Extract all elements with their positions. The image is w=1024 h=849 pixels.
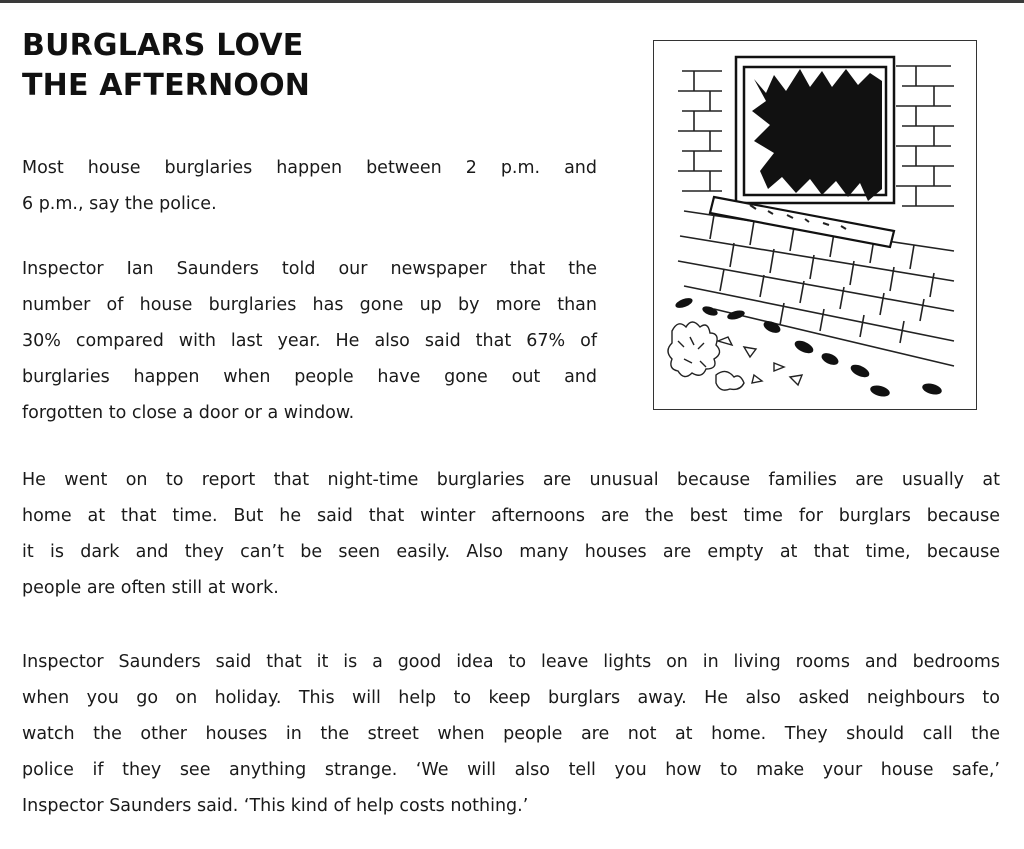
glass-shards: [668, 322, 802, 390]
broken-window-illustration: [653, 40, 977, 410]
paragraph-advice: [22, 644, 1000, 824]
paragraph-line: 6 p.m., say the police.: [22, 194, 217, 214]
paragraph-line: 30% compared with last year. He also said that 67% of: [22, 331, 597, 351]
paragraph-intro: [22, 150, 597, 222]
window-sill: [710, 197, 894, 247]
paragraph-line: burglaries happen when people have gone out and: [22, 367, 597, 387]
paragraph-inspector: [22, 251, 597, 431]
broken-window-icon: [654, 41, 976, 409]
top-rule: [0, 0, 1024, 3]
headline-line-1: BURGLARS LOVE: [22, 28, 304, 63]
headline-line-2: THE AFTERNOON: [22, 68, 311, 103]
paragraph-line: home at that time. But he said that winter afternoons are the best time for burglars because: [22, 506, 1000, 526]
paragraph-line: police if they see anything strange. ‘We will also tell you how to make your house safe,’: [22, 760, 1000, 780]
paragraph-night-time: [22, 462, 1000, 606]
paragraph-line: number of house burglaries has gone up by more than: [22, 295, 597, 315]
paragraph-line: people are often still at work.: [22, 578, 279, 598]
broken-glass: [752, 69, 882, 201]
headline: [22, 26, 542, 106]
paragraph-line: when you go on holiday. This will help to keep burglars away. He also asked neighbours to: [22, 688, 1000, 708]
paragraph-line: it is dark and they can’t be seen easily. Also many houses are empty at that time, because: [22, 542, 1000, 562]
paragraph-line: watch the other houses in the street when people are not at home. They should call the: [22, 724, 1000, 744]
paragraph-line: Most house burglaries happen between 2 p.m. and: [22, 158, 597, 178]
paragraph-line: He went on to report that night-time burglaries are unusual because families are usually at: [22, 470, 1000, 490]
paragraph-line: Inspector Saunders said that it is a good idea to leave lights on in living rooms and bedrooms: [22, 652, 1000, 672]
paragraph-line: Inspector Ian Saunders told our newspaper that the: [22, 259, 597, 279]
paragraph-line: Inspector Saunders said. ‘This kind of help costs nothing.’: [22, 796, 529, 816]
paragraph-line: forgotten to close a door or a window.: [22, 403, 355, 423]
